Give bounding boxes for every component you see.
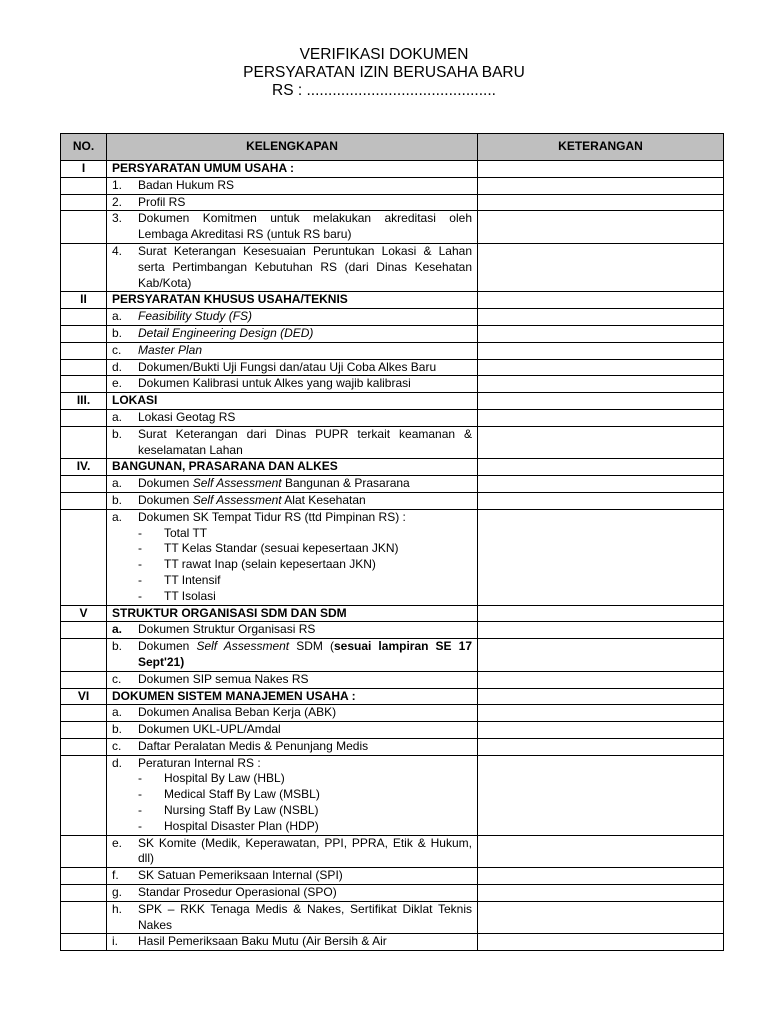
item-line bbox=[112, 722, 472, 738]
item-label: e. bbox=[112, 835, 123, 850]
item-label: d. bbox=[112, 359, 123, 374]
keterangan-cell[interactable] bbox=[478, 325, 724, 342]
item-cell bbox=[107, 409, 478, 426]
item-label: a. bbox=[112, 409, 123, 424]
number-cell bbox=[61, 194, 107, 211]
keterangan-cell[interactable] bbox=[478, 426, 724, 459]
item-text: Feasibility Study (FS) bbox=[138, 309, 253, 324]
dash-bullet: - bbox=[138, 803, 142, 818]
number-cell bbox=[61, 243, 107, 291]
item-cell bbox=[107, 722, 478, 739]
section-number: V bbox=[61, 605, 107, 622]
item-row bbox=[61, 211, 724, 244]
item-label: a. bbox=[112, 309, 123, 324]
keterangan-cell[interactable] bbox=[478, 177, 724, 194]
item-label: d. bbox=[112, 755, 123, 770]
item-line bbox=[112, 343, 472, 359]
number-cell bbox=[61, 177, 107, 194]
keterangan-cell[interactable] bbox=[478, 934, 724, 951]
item-row bbox=[61, 885, 724, 902]
keterangan-cell[interactable] bbox=[478, 194, 724, 211]
item-cell bbox=[107, 211, 478, 244]
item-cell bbox=[107, 359, 478, 376]
number-cell bbox=[61, 885, 107, 902]
item-text-emphasis: Self Assessment bbox=[192, 476, 282, 491]
item-text: Surat Keterangan dari Dinas PUPR terkait keamanan & keselamatan Lahan bbox=[138, 426, 472, 457]
item-text: Dokumen Kalibrasi untuk Alkes yang wajib kalibrasi bbox=[138, 376, 411, 391]
section-title: PERSYARATAN UMUM USAHA : bbox=[107, 161, 478, 178]
section-title: PERSYARATAN KHUSUS USAHA/TEKNIS bbox=[107, 292, 478, 309]
item-label: b. bbox=[112, 722, 123, 737]
item-line bbox=[112, 244, 472, 291]
item-line bbox=[112, 756, 472, 772]
item-cell bbox=[107, 426, 478, 459]
sub-item-text: TT Isolasi bbox=[164, 588, 216, 603]
keterangan-cell[interactable] bbox=[478, 409, 724, 426]
item-label: 3. bbox=[112, 211, 123, 226]
item-row bbox=[61, 243, 724, 291]
item-line bbox=[112, 493, 472, 509]
keterangan-cell[interactable] bbox=[478, 671, 724, 688]
item-row bbox=[61, 476, 724, 493]
keterangan-cell[interactable] bbox=[478, 161, 724, 178]
section-title: LOKASI bbox=[107, 393, 478, 410]
title-line-1: VERIFIKASI DOKUMEN bbox=[299, 46, 469, 63]
item-cell bbox=[107, 934, 478, 951]
item-row bbox=[61, 342, 724, 359]
sub-item-text: Nursing Staff By Law (NSBL) bbox=[164, 803, 319, 818]
item-cell bbox=[107, 738, 478, 755]
number-cell bbox=[61, 325, 107, 342]
section-number: I bbox=[61, 161, 107, 178]
keterangan-cell[interactable] bbox=[478, 755, 724, 835]
keterangan-cell[interactable] bbox=[478, 622, 724, 639]
item-line bbox=[112, 705, 472, 721]
item-label: e. bbox=[112, 376, 123, 391]
number-cell bbox=[61, 409, 107, 426]
item-text: Dokumen Struktur Organisasi RS bbox=[138, 622, 316, 637]
dash-bullet: - bbox=[138, 588, 142, 603]
item-label: 1. bbox=[112, 177, 123, 192]
number-cell bbox=[61, 376, 107, 393]
item-line bbox=[112, 410, 472, 426]
keterangan-cell[interactable] bbox=[478, 738, 724, 755]
header-no: NO. bbox=[61, 134, 107, 161]
item-label: i. bbox=[112, 934, 118, 949]
item-line bbox=[112, 376, 472, 392]
item-cell bbox=[107, 885, 478, 902]
section-number: VI bbox=[61, 688, 107, 705]
keterangan-cell[interactable] bbox=[478, 342, 724, 359]
item-line bbox=[112, 476, 472, 492]
item-text-post: Bangunan & Prasarana bbox=[281, 476, 410, 491]
item-text-pre: Dokumen bbox=[138, 476, 193, 491]
sub-item bbox=[112, 573, 472, 589]
item-label: b. bbox=[112, 325, 123, 340]
number-cell bbox=[61, 639, 107, 672]
sub-item-text: Medical Staff By Law (MSBL) bbox=[164, 787, 320, 802]
keterangan-cell[interactable] bbox=[478, 492, 724, 509]
item-row bbox=[61, 426, 724, 459]
item-text: Dokumen Komitmen untuk melakukan akreditasi oleh Lembaga Akreditasi RS (untuk RS baru) bbox=[138, 211, 472, 242]
sub-item-text: TT Intensif bbox=[164, 572, 221, 587]
dash-bullet: - bbox=[138, 525, 142, 540]
item-label: b. bbox=[112, 426, 123, 441]
item-cell bbox=[107, 325, 478, 342]
item-label: c. bbox=[112, 342, 122, 357]
sub-item-text: TT rawat Inap (selain kepesertaan JKN) bbox=[164, 557, 376, 572]
item-cell bbox=[107, 671, 478, 688]
item-row bbox=[61, 177, 724, 194]
item-row bbox=[61, 835, 724, 868]
item-row bbox=[61, 934, 724, 951]
keterangan-cell[interactable] bbox=[478, 292, 724, 309]
item-row bbox=[61, 722, 724, 739]
number-cell bbox=[61, 671, 107, 688]
sub-item-text: Hospital By Law (HBL) bbox=[164, 771, 285, 786]
item-line bbox=[112, 885, 472, 901]
item-cell bbox=[107, 476, 478, 493]
item-row bbox=[61, 492, 724, 509]
item-row bbox=[61, 639, 724, 672]
section-row bbox=[61, 459, 724, 476]
number-cell bbox=[61, 755, 107, 835]
header-keterangan: KETERANGAN bbox=[478, 134, 724, 161]
item-line bbox=[112, 836, 472, 868]
item-line bbox=[112, 360, 472, 376]
header-row bbox=[61, 134, 724, 161]
keterangan-cell[interactable] bbox=[478, 835, 724, 868]
section-row bbox=[61, 688, 724, 705]
number-cell bbox=[61, 492, 107, 509]
number-cell bbox=[61, 722, 107, 739]
item-cell bbox=[107, 639, 478, 672]
item-row bbox=[61, 376, 724, 393]
keterangan-cell[interactable] bbox=[478, 868, 724, 885]
item-cell bbox=[107, 177, 478, 194]
item-text: Surat Keterangan Kesesuaian Peruntukan Lokasi & Lahan serta Pertimbangan Kebutuhan RS (dari Dinas Kesehatan Kab/Kota) bbox=[138, 243, 472, 290]
item-label: b. bbox=[112, 492, 123, 507]
keterangan-cell[interactable] bbox=[478, 885, 724, 902]
item-line bbox=[112, 868, 472, 884]
item-line bbox=[112, 195, 472, 211]
section-number: III. bbox=[61, 393, 107, 410]
item-text-strong: sesuai lampiran SE 17 Sept'21) bbox=[138, 639, 472, 669]
sub-item bbox=[112, 819, 472, 835]
item-text-post: Alat Kesehatan bbox=[281, 492, 366, 507]
item-cell bbox=[107, 901, 478, 934]
item-cell bbox=[107, 194, 478, 211]
item-text-emphasis: Self Assessment bbox=[196, 639, 290, 654]
keterangan-cell[interactable] bbox=[478, 359, 724, 376]
section-row bbox=[61, 161, 724, 178]
title-line-2: PERSYARATAN IZIN BERUSAHA BARU bbox=[243, 64, 525, 81]
number-cell bbox=[61, 211, 107, 244]
number-cell bbox=[61, 509, 107, 605]
item-line bbox=[112, 622, 472, 638]
item-row bbox=[61, 868, 724, 885]
item-row bbox=[61, 325, 724, 342]
title-line-3: RS : ............................................ bbox=[272, 82, 496, 99]
item-line bbox=[112, 902, 472, 934]
item-text: Profil RS bbox=[138, 194, 186, 209]
item-text bbox=[138, 639, 472, 671]
section-row bbox=[61, 292, 724, 309]
item-label: 2. bbox=[112, 194, 123, 209]
section-title: STRUKTUR ORGANISASI SDM DAN SDM bbox=[107, 605, 478, 622]
keterangan-cell[interactable] bbox=[478, 211, 724, 244]
number-cell bbox=[61, 901, 107, 934]
item-text: Dokumen Analisa Beban Kerja (ABK) bbox=[138, 705, 337, 720]
item-cell bbox=[107, 755, 478, 835]
item-label: g. bbox=[112, 885, 123, 900]
dash-bullet: - bbox=[138, 771, 142, 786]
section-title: DOKUMEN SISTEM MANAJEMEN USAHA : bbox=[107, 688, 478, 705]
item-row bbox=[61, 622, 724, 639]
sub-item-text: TT Kelas Standar (sesuai kepesertaan JKN) bbox=[164, 541, 399, 556]
item-text: Peraturan Internal RS : bbox=[138, 755, 261, 770]
number-cell bbox=[61, 342, 107, 359]
keterangan-cell[interactable] bbox=[478, 722, 724, 739]
item-text: Detail Engineering Design (DED) bbox=[138, 325, 314, 340]
keterangan-cell[interactable] bbox=[478, 393, 724, 410]
item-label: a. bbox=[112, 476, 123, 491]
item-row bbox=[61, 705, 724, 722]
item-line bbox=[112, 178, 472, 194]
header-kelengkapan: KELENGKAPAN bbox=[107, 134, 478, 161]
sub-item bbox=[112, 557, 472, 573]
item-label: c. bbox=[112, 671, 122, 686]
sub-item bbox=[112, 771, 472, 787]
number-cell bbox=[61, 705, 107, 722]
item-label: f. bbox=[112, 868, 119, 883]
keterangan-cell[interactable] bbox=[478, 509, 724, 605]
item-text: Dokumen UKL-UPL/Amdal bbox=[138, 722, 281, 737]
item-text: SK Satuan Pemeriksaan Internal (SPI) bbox=[138, 868, 343, 883]
keterangan-cell[interactable] bbox=[478, 476, 724, 493]
item-text: Dokumen SK Tempat Tidur RS (ttd Pimpinan RS) : bbox=[138, 509, 406, 524]
table-body bbox=[61, 161, 724, 951]
item-label: c. bbox=[112, 738, 122, 753]
item-line bbox=[112, 639, 472, 671]
number-cell bbox=[61, 476, 107, 493]
item-text: Hasil Pemeriksaan Baku Mutu (Air Bersih & Air bbox=[138, 934, 387, 949]
section-row bbox=[61, 605, 724, 622]
dash-bullet: - bbox=[138, 557, 142, 572]
number-cell bbox=[61, 426, 107, 459]
number-cell bbox=[61, 934, 107, 951]
item-line bbox=[112, 211, 472, 243]
item-text: Lokasi Geotag RS bbox=[138, 409, 236, 424]
item-label: a. bbox=[112, 622, 123, 637]
item-line bbox=[112, 672, 472, 688]
item-row bbox=[61, 409, 724, 426]
item-label: 4. bbox=[112, 243, 123, 258]
item-text-emphasis: Self Assessment bbox=[192, 492, 282, 507]
item-text: Dokumen/Bukti Uji Fungsi dan/atau Uji Coba Alkes Baru bbox=[138, 359, 437, 374]
item-cell bbox=[107, 342, 478, 359]
item-line bbox=[112, 934, 472, 950]
item-text-post: SDM ( bbox=[289, 639, 334, 654]
section-row bbox=[61, 393, 724, 410]
item-label: a. bbox=[112, 705, 123, 720]
number-cell bbox=[61, 359, 107, 376]
item-line bbox=[112, 427, 472, 459]
dash-bullet: - bbox=[138, 818, 142, 833]
number-cell bbox=[61, 835, 107, 868]
item-cell bbox=[107, 622, 478, 639]
item-row bbox=[61, 738, 724, 755]
item-label: h. bbox=[112, 901, 123, 916]
item-label: a. bbox=[112, 509, 123, 524]
item-text: Standar Prosedur Operasional (SPO) bbox=[138, 885, 337, 900]
item-text: Daftar Peralatan Medis & Penunjang Medis bbox=[138, 738, 369, 753]
keterangan-cell[interactable] bbox=[478, 605, 724, 622]
sub-item bbox=[112, 787, 472, 803]
sub-item bbox=[112, 589, 472, 605]
item-cell bbox=[107, 243, 478, 291]
item-text: SPK – RKK Tenaga Medis & Nakes, Sertifikat Diklat Teknis Nakes bbox=[138, 901, 472, 932]
sub-item-text: Total TT bbox=[164, 525, 208, 540]
item-row bbox=[61, 901, 724, 934]
section-title: BANGUNAN, PRASARANA DAN ALKES bbox=[107, 459, 478, 476]
item-label: b. bbox=[112, 639, 123, 654]
item-cell bbox=[107, 376, 478, 393]
sub-item bbox=[112, 526, 472, 542]
number-cell bbox=[61, 309, 107, 326]
keterangan-cell[interactable] bbox=[478, 639, 724, 672]
item-row bbox=[61, 509, 724, 605]
section-number: IV. bbox=[61, 459, 107, 476]
item-cell bbox=[107, 705, 478, 722]
item-cell bbox=[107, 309, 478, 326]
item-text: Master Plan bbox=[138, 342, 203, 357]
sub-item bbox=[112, 541, 472, 557]
item-text: SK Komite (Medik, Keperawatan, PPI, PPRA, Etik & Hukum, dll) bbox=[138, 835, 472, 866]
keterangan-cell[interactable] bbox=[478, 901, 724, 934]
item-row bbox=[61, 194, 724, 211]
item-text bbox=[138, 476, 472, 492]
number-cell bbox=[61, 868, 107, 885]
keterangan-cell[interactable] bbox=[478, 376, 724, 393]
number-cell bbox=[61, 738, 107, 755]
item-line bbox=[112, 326, 472, 342]
item-row bbox=[61, 755, 724, 835]
keterangan-cell[interactable] bbox=[478, 688, 724, 705]
keterangan-cell[interactable] bbox=[478, 243, 724, 291]
number-cell bbox=[61, 622, 107, 639]
keterangan-cell[interactable] bbox=[478, 309, 724, 326]
dash-bullet: - bbox=[138, 541, 142, 556]
item-row bbox=[61, 359, 724, 376]
item-cell bbox=[107, 509, 478, 605]
section-number: II bbox=[61, 292, 107, 309]
item-cell bbox=[107, 492, 478, 509]
sub-item bbox=[112, 803, 472, 819]
verification-table bbox=[60, 133, 724, 951]
item-line bbox=[112, 309, 472, 325]
item-text bbox=[138, 493, 472, 509]
item-text-pre: Dokumen bbox=[138, 492, 193, 507]
item-line bbox=[112, 510, 472, 526]
item-text: Badan Hukum RS bbox=[138, 177, 235, 192]
dash-bullet: - bbox=[138, 787, 142, 802]
item-line bbox=[112, 739, 472, 755]
keterangan-cell[interactable] bbox=[478, 459, 724, 476]
sub-item-text: Hospital Disaster Plan (HDP) bbox=[164, 818, 319, 833]
item-cell bbox=[107, 835, 478, 868]
document-title bbox=[0, 46, 768, 100]
keterangan-cell[interactable] bbox=[478, 705, 724, 722]
item-text: Dokumen SIP semua Nakes RS bbox=[138, 671, 309, 686]
item-row bbox=[61, 309, 724, 326]
item-text-pre: Dokumen bbox=[138, 639, 197, 654]
item-row bbox=[61, 671, 724, 688]
item-cell bbox=[107, 868, 478, 885]
dash-bullet: - bbox=[138, 572, 142, 587]
